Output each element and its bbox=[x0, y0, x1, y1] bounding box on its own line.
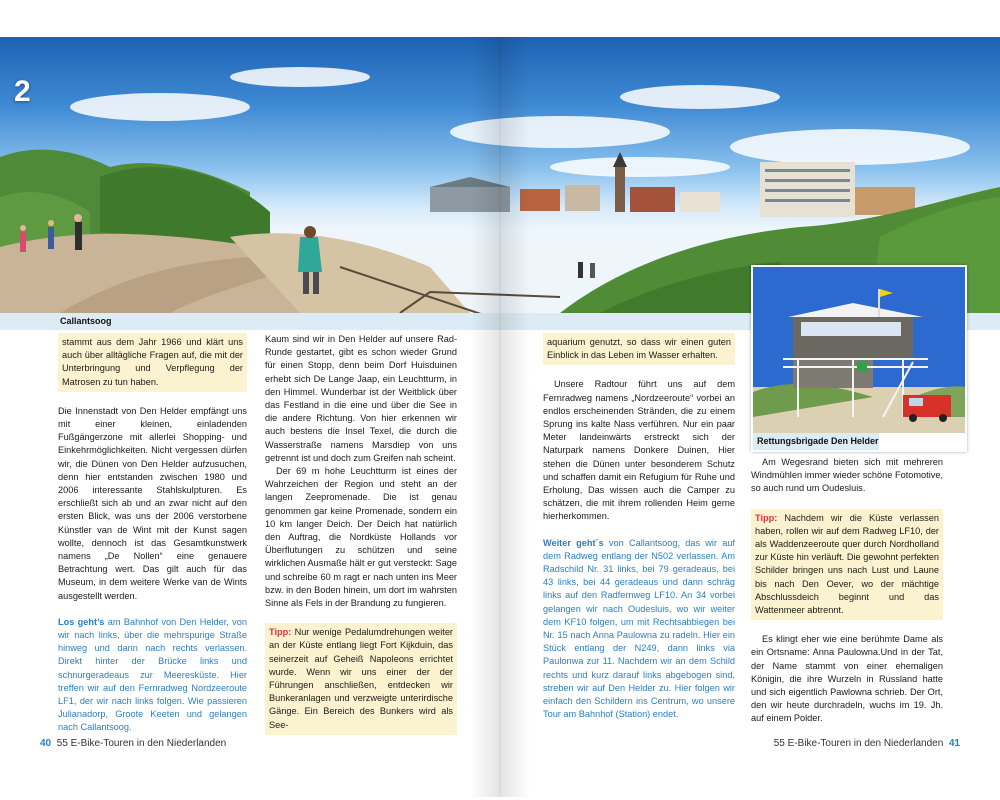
route-text: am Bahnhof von Den Helder, von wir nach links, über die mehrspurige Straße hinweg und dann nach rechts verlassen. Direkt hinter der Brücke links und schnurgeradeaus zur Meeresküste. Hier treffen wir auf den Fernradweg Nordzeeroute LF1, der wir nach links folgen. Wie passieren Julianadorp, Groote Keeten und gelangen nach Callantsoog. bbox=[58, 616, 247, 733]
tip-box bbox=[751, 509, 943, 621]
tip-text: Nur wenige Pedalumdrehungen weiter an der Küste entlang liegt Fort Kijkduin, das seinerzeit auf Geheiß Napoleons errichtet wurde. Wenn wir uns einer der der Führungen anschließen, entdecken wir Bunkeranlagen und verzweigte unterirdische Gänge. Ein Bereich des Bunkers wird als See- bbox=[269, 627, 453, 730]
paragraph: Die Innenstadt von Den Helder empfängt uns mit einer kleinen, einladenden Fußgängerzone mit allerlei Shopping- und Einkehrmöglichkeiten. Nicht vergessen dürfen wir, die Dünen von Den Helder aufzusuchen, denn hier entstanden zwischen 1980 und 2006 interessante Stahlskulpturen. Es erschließt sich ab und an zwar nicht auf den ersten Blick, was uns der 2006 verstorbene Künstler van de Wint mit der Kunst sagen wollte, dennoch ist das Gesamtkunstwerk namens „De Nollen“ eine genauere Betrachtung wert. Das gilt auch für das Museum, in dem weitere Werke van de Wints ausgestellt werden. bbox=[58, 405, 247, 601]
chapter-number: 2 bbox=[14, 75, 31, 108]
tip-label: Tipp: bbox=[269, 627, 292, 638]
book-title-right: 55 E-Bike-Touren in den Niederlanden bbox=[773, 738, 944, 749]
tip-label: Tipp: bbox=[755, 512, 778, 523]
route-description bbox=[58, 616, 247, 735]
text-column-2 bbox=[265, 333, 457, 748]
tip-box bbox=[265, 623, 457, 735]
route-description bbox=[543, 537, 735, 722]
paragraph: Es klingt eher wie eine berühmte Dame als ein Ortsname: Anna Paulowna.Und in der Tat, der Name stammt von einer ehemaligen Königin, die ihre Wurzeln in Russland hatte und sich eigentlich Pawlowna schrieb. Der Ort, den wir heute durchradeln, wuchs im 19. Jh. auf einem Polder. bbox=[751, 634, 943, 724]
page-number-right: 41 bbox=[948, 738, 960, 749]
inset-photo-caption: Rettungsbrigade Den Helder bbox=[753, 433, 879, 450]
tip-text: Nachdem wir die Küste verlassen haben, rollen wir auf dem Radweg LF10, der als Waddenzeeroute quer durch Nordholland zur Küste hin verläuft. Die gewohnt perfekten Schilder bringen uns nach Lust und Laune bis nach Den Oever, wo der mächtige Abschlussdeich beginnt und das Wattenmeer abtrennt. bbox=[755, 512, 939, 616]
route-text: von Callantsoog, das wir auf dem Radweg entlang der N502 verlassen. Am Radschild Nr. 31 links, bei 79 geradeaus, bei 43 links, bei 44 geradeaus und dann schräg links auf den Radfernweg LF10. An 34 vorbei gelangen wir nach Oudesluis, wo wir weiter dem KF10 folgen, um mit Rechtsabbiegen bei Nr. 15 nach Anna Paulowna zu radeln. Hier ein Stück entlang der N249, dann links via Paulonwa zur 11. Nachdem wir an dem Schild rechts und kurz darauf links abgebogen sind, streben wir auf Den Helder zu. Hier folgen wir einfach den Schildern ins Centrum, wo unsere Tour am Bahnhof (Station) endet. bbox=[543, 537, 735, 720]
page-number-left: 40 bbox=[40, 738, 52, 749]
paragraph: Kaum sind wir in Den Helder auf unsere Rad-Runde gestartet, gibt es schon wieder Grund für einen Stopp, denn beim Dorf Huisduinen erhebt sich De Lange Jaap, ein Leuchtturm, in den Himmel. Wunderbar ist der Weitblick über das Festland in die eine und über die See in die andere Richtung. Von hier erkennen wir auch bestens die Insel Texel, die durch die Wasserstraße namens Marsdiep von uns getrennt ist und doch zum Greifen nah scheint. bbox=[265, 334, 457, 463]
footer-left bbox=[40, 738, 226, 749]
route-lead: Los geht’s bbox=[58, 616, 105, 627]
text-column-3 bbox=[543, 333, 735, 721]
main-photo-caption: Callantsoog bbox=[60, 316, 112, 326]
footer-right bbox=[774, 738, 960, 749]
continued-highlight-box: aquarium genutzt, so dass wir einen guten Einblick in das Leben im Wasser erhalten. bbox=[543, 333, 735, 365]
inset-photo bbox=[751, 265, 967, 452]
continued-highlight-box: stammt aus dem Jahr 1966 und klärt uns auch über alltägliche Fragen auf, die mit der Unterbringung und Verpflegung der Matrosen zu tun haben. bbox=[58, 333, 247, 392]
route-lead: Weiter geht´s bbox=[543, 537, 604, 548]
text-column-4 bbox=[751, 456, 943, 726]
paragraph: Der 69 m hohe Leuchtturm ist eines der Wahrzeichen der Region und steht an der langen Zeepromenade. Die ist genau genommen gar keine Promenade, sondern ein 10 km langer Deich. Der Deich hat natürlich den Auftrag, die Nordküste Hollands vor Überflutungen zu schützen und seine wirklichen Ausmaße hält er gut versteckt: Sage und schreibe 60 m ragt er nach unten ins Meer bzw. in den Boden hinein, um dort im wahrsten Sinne als Fels in der Brandung zu fungieren. bbox=[265, 466, 457, 609]
text-column-1 bbox=[58, 333, 247, 735]
paragraph: Unsere Radtour führt uns auf dem Fernradweg namens „Nordzeeroute“ vorbei an endlos erscheinenden Stränden, die zu einem Sprung ins kalte Nass verführen. Nur ein paar Meter landeinwärts erstreckt sich der Naturpark namens Donkere Duinen, Hier stehen die Dünen unter besonderem Schutz und schaffen damit ein Refugium für Ruhe und Erholung, Das wissen auch die Camper zu schätzen, die mit ihrem rollenden Heim gerne hierherkommen. bbox=[543, 379, 735, 522]
book-title-left: 55 E-Bike-Touren in den Niederlanden bbox=[56, 738, 227, 749]
paragraph: Am Wegesrand bieten sich mit mehreren Windmühlen immer wieder schöne Fotomotive, so auch rund um Oudesluis. bbox=[751, 457, 943, 494]
rescue-station-illustration bbox=[753, 267, 965, 433]
